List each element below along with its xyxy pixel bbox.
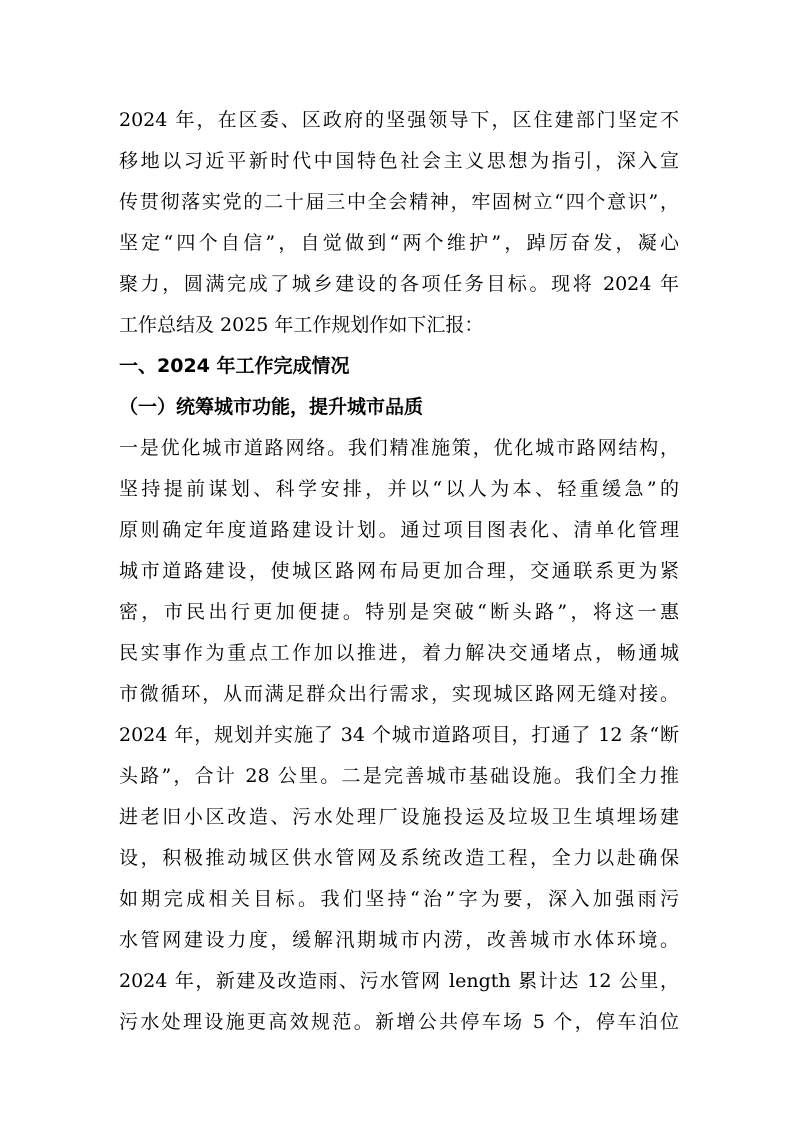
paragraph-line: 2024 年，在区委、区政府的坚强领导下，区住建部门坚定不 [119,109,679,131]
paragraph-line: 传贯彻落实党的二十届三中全会精神，牢固树立“四个意识”， [119,191,679,213]
paragraph-line: 头路”，合计 28 公里。二是完善城市基础设施。我们全力推 [119,765,679,787]
paragraph-line: 如期完成相关目标。我们坚持“治”字为要，深入加强雨污 [119,888,679,910]
paragraph-line: 城市道路建设，使城区路网布局更加合理，交通联系更为紧 [119,560,679,582]
paragraph-line: 2024 年，规划并实施了 34 个城市道路项目，打通了 12 条“断 [119,724,679,746]
section-heading: 一、2024 年工作完成情况 [119,355,350,377]
subsection-heading: （一）统筹城市功能，提升城市品质 [119,396,424,418]
paragraph-line: 一是优化城市道路网络。我们精准施策，优化城市路网结构， [119,437,679,459]
body-text [119,100,679,1043]
paragraph-line: 2024 年，新建及改造雨、污水管网 length 累计达 12 公里， [119,970,679,992]
paragraph-line: 设，积极推动城区供水管网及系统改造工程，全力以赴确保 [119,847,679,869]
paragraph-line: 市微循环，从而满足群众出行需求，实现城区路网无缝对接。 [119,683,679,705]
paragraph-line: 工作总结及 2025 年工作规划作如下汇报： [119,314,484,336]
paragraph-line: 密，市民出行更加便捷。特别是突破“断头路”，将这一惠 [119,601,679,623]
paragraph-line: 进老旧小区改造、污水处理厂设施投运及垃圾卫生填埋场建 [119,806,679,828]
paragraph-line: 坚定“四个自信”，自觉做到“两个维护”，踔厉奋发，凝心 [119,232,679,254]
paragraph-line: 水管网建设力度，缓解汛期城市内涝，改善城市水体环境。 [119,929,679,951]
paragraph-line: 原则确定年度道路建设计划。通过项目图表化、清单化管理 [119,519,679,541]
paragraph-line: 坚持提前谋划、科学安排，并以“以人为本、轻重缓急”的 [119,478,679,500]
paragraph-line: 民实事作为重点工作加以推进，着力解决交通堵点，畅通城 [119,642,679,664]
paragraph-line: 污水处理设施更高效规范。新增公共停车场 5 个，停车泊位 [119,1011,679,1033]
paragraph-line: 移地以习近平新时代中国特色社会主义思想为指引，深入宣 [119,150,679,172]
paragraph-line: 聚力，圆满完成了城乡建设的各项任务目标。现将 2024 年 [119,273,679,295]
